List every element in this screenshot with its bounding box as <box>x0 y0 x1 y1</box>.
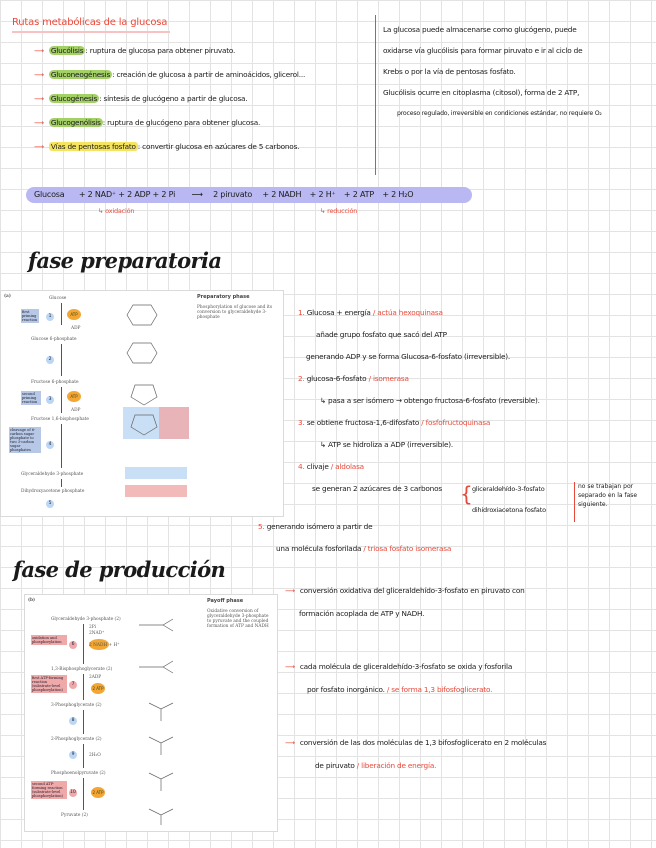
step-line <box>298 417 540 428</box>
routes-list <box>34 45 305 153</box>
route-term: Glucogénesis <box>50 94 98 103</box>
note-text: de piruvato <box>315 761 355 770</box>
cofactor-label: 2NAD⁺ <box>89 631 105 636</box>
step-line: ↳ ATP se hidroliza a ADP (irreversible). <box>320 440 454 449</box>
pathway-line <box>83 674 84 700</box>
step-badge: 9 <box>69 751 77 759</box>
arrow-icon: ⟶ <box>34 119 44 127</box>
note-line <box>285 684 645 695</box>
enzyme-label: / triosa fosfato isomerasa <box>363 544 452 553</box>
compound-label: Fructose 6-phosphate <box>31 380 79 385</box>
step-number: 2. <box>298 374 305 383</box>
pathway-line <box>61 424 62 468</box>
step-badge: 2 <box>46 356 54 364</box>
step-text: Glucosa + energía <box>306 308 371 317</box>
eq-reactants: + 2 NAD⁺ + 2 ADP + 2 Pi <box>78 190 176 199</box>
route-desc: : creación de glucosa a partir de aminoácidos, glicerol... <box>112 70 306 79</box>
step-line: añade grupo fosfato que sacó del ATP <box>316 330 447 339</box>
pathway-line <box>83 744 84 768</box>
eq-reduccion-label: ↳ reducción <box>320 207 358 215</box>
step-badge: 7 <box>69 681 77 689</box>
eq-arrow: ⟶ <box>191 190 203 199</box>
production-notes <box>285 585 645 771</box>
route-term: Glucólisis <box>50 46 84 55</box>
step-number: 5. <box>258 522 265 531</box>
eq-h2o: + 2 H₂O <box>382 190 414 199</box>
adp-label: ADP <box>71 326 81 331</box>
compound-label: Pyruvate (2) <box>61 813 88 818</box>
compound-label: Glucose 6-phosphate <box>31 337 77 342</box>
phase-title: Preparatory phase <box>197 294 250 300</box>
route-term: Glucogenólisis <box>50 118 101 127</box>
divider-line <box>375 15 376 175</box>
note-line: Glucólisis ocurre en citoplasma (citosol), forma de 2 ATP, <box>383 88 580 97</box>
step-badge: 6 <box>69 641 77 649</box>
glycolysis-diagram-b <box>24 594 278 832</box>
note-line <box>285 585 645 597</box>
route-desc: : convertir glucosa en azúcares de 5 carbonos. <box>137 142 300 151</box>
side-note: no se trabajan por separado en la fase siguiente. <box>578 483 638 508</box>
pathway-line <box>61 303 62 325</box>
preparatory-steps <box>298 307 540 494</box>
note-line <box>285 661 645 673</box>
compound-label: Phosphoenolpyruvate (2) <box>51 771 106 776</box>
enzyme-label: / actúa hexoquinasa <box>372 308 443 317</box>
note-text: cada molécula de gliceraldehído-3-fosfato se oxida y fosforila <box>299 662 513 671</box>
eq-atp: + 2 ATP <box>343 190 374 199</box>
step-line <box>298 373 540 384</box>
step-text: glucosa-6-fosfato <box>306 374 367 383</box>
pathway-line <box>61 479 62 487</box>
reaction-box: first priming reaction <box>22 310 38 322</box>
step-number: 4. <box>298 462 305 471</box>
note-line: Krebs o por la vía de pentosas fosfato. <box>383 67 516 76</box>
atp-icon: 2 ATP <box>91 787 105 798</box>
molecule-structures <box>133 617 203 827</box>
step-badge: 4 <box>46 441 54 449</box>
title-underline <box>12 31 170 33</box>
compound-label: 3-Phosphoglycerate (2) <box>51 703 102 708</box>
step-badge: 10 <box>70 790 76 795</box>
step-5-line <box>276 543 451 554</box>
step-line: generando ADP y se forma Glucosa-6-fosfato (irreversible). <box>306 352 511 361</box>
pathway-line <box>61 387 62 413</box>
reaction-box: second ATP-forming reaction (substrate-level phosphorylation) <box>31 781 67 799</box>
reaction-box: second priming reaction <box>21 391 41 405</box>
enzyme-label: / aldolasa <box>330 462 364 471</box>
enzyme-label: / isomerasa <box>368 374 409 383</box>
compound-label: Glyceraldehyde 3-phosphate (2) <box>51 617 121 622</box>
arrow-icon: ⟶ <box>285 663 295 671</box>
arrow-icon: ⟶ <box>285 587 295 595</box>
compound-label: Glucose <box>49 296 67 301</box>
step-number: 3. <box>298 418 305 427</box>
step-text: una molécula fosforilada <box>276 544 362 553</box>
step-badge: 8 <box>69 717 77 725</box>
phase-title: Payoff phase <box>207 598 244 604</box>
route-term: Gluconeogénesis <box>50 70 111 79</box>
eq-piruvato: 2 piruvato <box>213 190 253 199</box>
route-item <box>34 69 305 81</box>
reaction-box: first ATP-forming reaction (substrate-level phosphorylation) <box>31 675 67 693</box>
note-line: La glucosa puede almacenarse como glucógeno, puede <box>383 25 577 34</box>
pathway-line <box>61 344 62 376</box>
arrow-icon: ⟶ <box>34 95 44 103</box>
step-badge: 5 <box>46 500 54 508</box>
arrow-icon: ⟶ <box>34 71 44 79</box>
molecule-structures <box>121 295 193 505</box>
step-badge: 1 <box>46 313 54 321</box>
eq-glucosa: Glucosa <box>34 190 65 199</box>
cofactor-label: 2 NADH + H⁺ <box>89 643 120 648</box>
cofactor-label: 2ADP <box>89 675 102 680</box>
compound-label: Fructose 1,6-bisphosphate <box>31 417 89 422</box>
note-line <box>285 760 645 771</box>
arrow-icon: ⟶ <box>285 739 295 747</box>
oxidacion-text: oxidación <box>105 207 135 215</box>
route-desc: : ruptura de glucosa para obtener piruvato. <box>85 46 236 55</box>
arrow-icon: ⟶ <box>34 47 44 55</box>
route-desc: : síntesis de glucógeno a partir de glucosa. <box>99 94 248 103</box>
step-text: generando isómero a partir de <box>266 522 373 531</box>
pathway-line <box>83 624 84 664</box>
arrow-icon: ⟶ <box>34 143 44 151</box>
step-text: se obtiene fructosa-1,6-difosfato <box>306 418 420 427</box>
note-text: conversión oxidativa del gliceraldehído-3-fosfato en piruvato con <box>299 586 525 595</box>
note-line: formación acoplada de ATP y NADH. <box>299 609 425 618</box>
note-line: proceso regulado, irreversible en condiciones estándar, no requiere O₂ <box>397 110 602 117</box>
compound-label: 2-Phosphoglycerate (2) <box>51 737 102 742</box>
adp-label: ADP <box>71 408 81 413</box>
route-term: Vías de pentosas fosfato <box>50 142 136 151</box>
route-item <box>34 93 305 105</box>
step-line <box>298 307 540 318</box>
note-line <box>285 737 645 749</box>
note-bar <box>574 482 575 522</box>
phase-desc: Oxidative conversion of glyceraldehyde 3-phosphate to pyruvate and the coupled formation of ATP and NADH <box>207 609 269 629</box>
step-line: ↳ pasa a ser isómero → obtengo fructosa-6-fosfato (reversible). <box>320 396 540 405</box>
glycolysis-diagram-a <box>0 290 284 517</box>
branch-b: dihidroxiacetona fosfato <box>472 506 546 514</box>
cofactor-label: 2H₂O <box>89 753 101 758</box>
branch-a: gliceraldehído-3-fosfato <box>472 485 545 493</box>
atp-icon: ATP <box>67 309 81 320</box>
pathway-line <box>83 778 84 810</box>
compound-label: Glyceraldehyde 3-phosphate <box>21 472 84 477</box>
enzyme-label: / se forma 1,3 bifosfoglicerato. <box>386 685 493 694</box>
eq-nadh: + 2 NADH <box>262 190 302 199</box>
section-heading-preparatoria: fase preparatoria <box>28 248 222 273</box>
note-text: conversión de las dos moléculas de 1,3 bifosfoglicerato en 2 moléculas <box>299 738 547 747</box>
atp-icon: ATP <box>67 391 81 402</box>
page-title: Rutas metabólicas de la glucosa <box>12 17 168 28</box>
step-badge: 3 <box>46 396 54 404</box>
brace-icon: { <box>460 482 473 506</box>
route-desc: : ruptura de glucógeno para obtener glucosa. <box>102 118 261 127</box>
panel-label: (b) <box>28 598 36 603</box>
note-text: por fosfato inorgánico. <box>307 685 385 694</box>
eq-h: + 2 H⁺ <box>309 190 336 199</box>
right-notes <box>383 24 651 119</box>
compound-label: Dihydroxyacetone phosphate <box>21 489 85 494</box>
reaction-box: cleavage of 6-carbon sugar phosphate to two 3-carbon sugar phosphates <box>9 427 41 453</box>
reduccion-text: reducción <box>327 207 358 215</box>
note-line: oxidarse vía glucólisis para formar piruvato e ir al ciclo de <box>383 46 583 55</box>
cofactor-label: 2Pi <box>89 625 96 630</box>
eq-oxidacion-label: ↳ oxidación <box>98 207 135 215</box>
enzyme-label: / liberación de energía. <box>356 761 437 770</box>
step-text: clivaje <box>306 462 329 471</box>
phase-desc: Phosphorylation of glucose and its conversion to glyceraldehyde 3-phosphate <box>197 305 273 320</box>
route-item <box>34 45 305 57</box>
enzyme-label: / fosfofructoquinasa <box>421 418 491 427</box>
equation <box>34 188 413 202</box>
step-line: se generan 2 azúcares de 3 carbonos <box>312 484 442 493</box>
panel-label: (a) <box>4 294 11 299</box>
route-item <box>34 141 305 153</box>
reaction-box: oxidation and phosphorylation <box>31 635 67 645</box>
section-heading-produccion: fase de producción <box>13 557 226 582</box>
atp-icon: 2 ATP <box>91 683 105 694</box>
route-item <box>34 117 305 129</box>
step-5-line <box>258 521 372 532</box>
step-line <box>298 461 540 472</box>
compound-label: 1,3-Bisphosphoglycerate (2) <box>51 667 113 672</box>
step-number: 1. <box>298 308 305 317</box>
pathway-line <box>83 710 84 734</box>
